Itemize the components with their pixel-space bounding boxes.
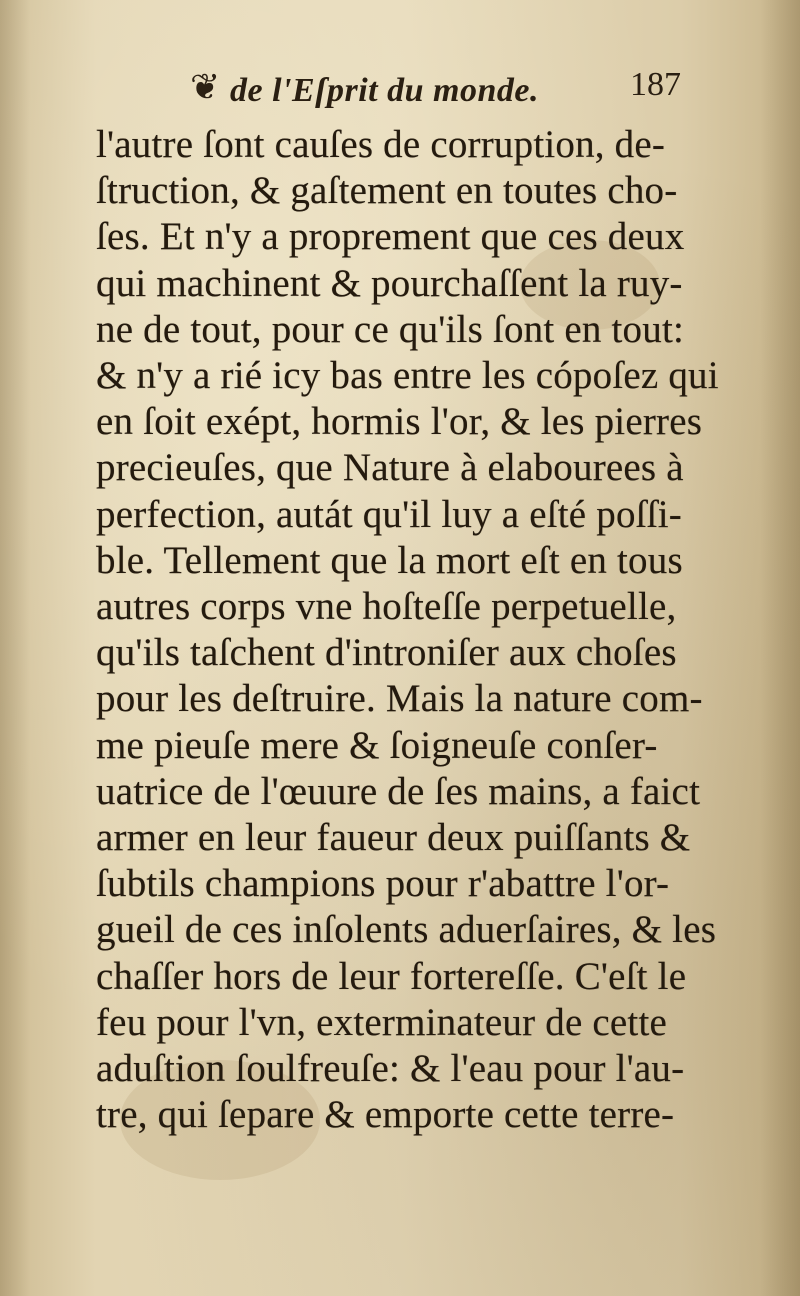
text-line: armer en leur faueur deux puiſſants & [96,816,691,860]
text-line: gueil de ces inſolents aduerſaires, & les [96,908,717,952]
text-line: ne de tout, pour ce qu'ils ſont en tout: [96,307,685,351]
body-text [96,122,756,1138]
text-line: ſubtils champions pour r'abattre l'or- [96,862,670,906]
text-line: tre, qui ſepare & emporte cette terre- [96,1093,675,1137]
text-line: ble. Tellement que la mort eſt en tous [96,538,683,582]
text-line: ſtruction, & gaſtement en toutes cho- [96,169,678,213]
text-line: aduſtion ſoulfreuſe: & l'eau pour l'au- [96,1047,685,1091]
running-title: de l'Eſprit du monde. [230,72,539,109]
text-line: pour les deſtruire. Mais la nature com- [96,677,703,721]
text-line: ſes. Et n'y a proprement que ces deux [96,215,685,259]
text-line: qui machinent & pourchaſſent la ruy- [96,261,683,305]
text-line: l'autre ſont cauſes de corruption, de- [96,123,666,166]
page-edge-shadow [760,0,800,1296]
text-line: & n'y a rié icy bas entre les cópoſez qui [96,354,719,398]
text-line: precieuſes, que Nature à elabourees à [96,446,684,490]
page-number: 187 [630,66,681,103]
text-line: uatrice de l'œuure de ſes mains, a faict [96,769,701,813]
text-line: en ſoit exépt, hormis l'or, & les pierres [96,400,703,444]
text-line: me pieuſe mere & ſoigneuſe conſer- [96,723,658,767]
running-header [190,62,710,122]
text-line: qu'ils taſchent d'introniſer aux choſes [96,631,677,675]
text-line: feu pour l'vn, exterminateur de cette [96,1000,668,1044]
gutter-shadow [0,0,30,1296]
text-line: autres corps vne hoſteſſe perpetuelle, [96,585,677,629]
text-line: perfection, autát qu'il luy a eſté poſſi- [96,492,682,536]
fleuron-icon: ❦ [190,67,221,108]
text-line: chaſſer hors de leur fortereſſe. C'eſt le [96,954,687,998]
